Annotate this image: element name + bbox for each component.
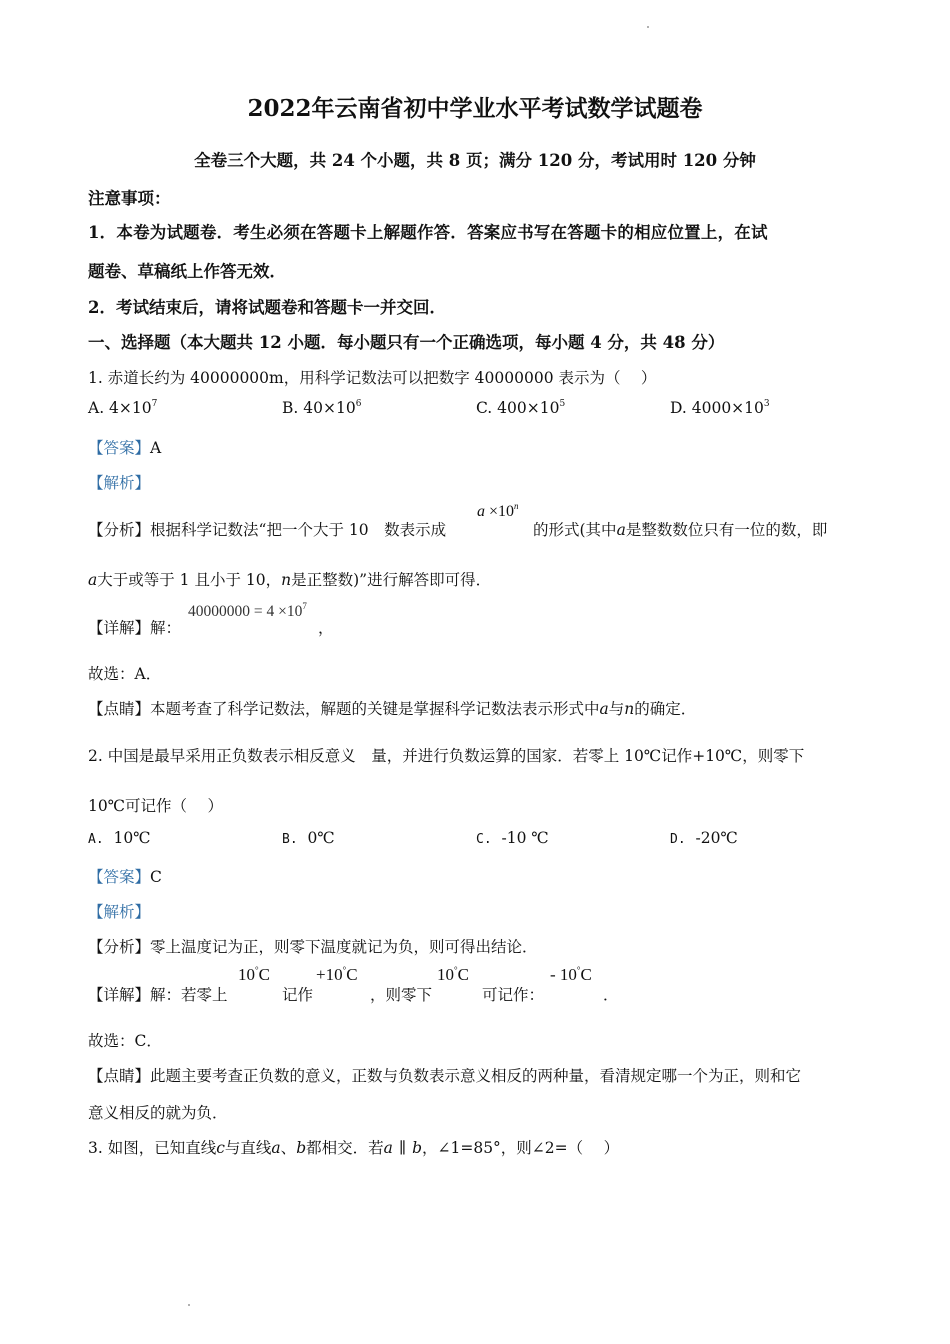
q2-detail-c: ，则零下: [370, 986, 433, 1004]
q2-detail: 【详解】解：若零上: [88, 986, 228, 1004]
page-title: 2022年云南省初中学业水平考试数学试题卷: [247, 95, 703, 122]
q1-detail-end: ，: [318, 619, 334, 637]
q2-math-1: 10°C: [238, 965, 270, 984]
page-subtitle: 全卷三个大题，共 24 个小题，共 8 页；满分 120 分，考试用时 120 分钟: [194, 151, 756, 170]
q2-point-line1: 【点睛】此题主要考查正负数的意义，正数与负数表示意义相反的两种量，看清规定哪一个为正，则和它: [88, 1067, 802, 1085]
q1-answer: 【答案】A: [88, 439, 162, 457]
q2-detail-end: ．: [603, 986, 619, 1004]
section1-heading: 一、选择题（本大题共 12 小题．每小题只有一个正确选项，每小题 4 分，共 48 分）: [88, 333, 725, 352]
q1-option-a: A. $4\times 10^7$: [88, 399, 158, 417]
answer-tag: 【答案】: [88, 868, 151, 886]
q2-answer: 【答案】C: [88, 868, 162, 886]
notice-item2: 2．考试结束后，请将试题卷和答题卡一并交回．: [88, 298, 446, 317]
q2-math-4: - 10°C: [550, 965, 592, 984]
q2-option-c: C. -10 ℃: [476, 829, 549, 847]
q1-detail-formula: $40000000 = 4 \times 10^7$: [188, 601, 307, 620]
q2-stem-line1: 2. 中国是最早采用正负数表示相反意义 量，并进行负数运算的国家．若零上 10℃记作+10℃，则零下: [88, 747, 805, 765]
q1-analysis-line1-tail: 的形式(其中a是整数数位只有一位的数，即: [533, 521, 828, 539]
q1-analysis-line2: a大于或等于 1 且小于 10，n是正整数)”进行解答即可得．: [88, 571, 492, 589]
q2-option-b: B. 0℃: [282, 829, 335, 847]
q2-point-line2: 意义相反的就为负．: [88, 1104, 228, 1122]
q2-detail-d: 可记作：: [482, 986, 545, 1004]
q1-option-d: D. $4000\times 10^3$: [670, 399, 770, 417]
q3-stem: 3. 如图，已知直线c与直线a、b都相交．若a ∥ b，∠1=85°，则∠2=（ ）: [88, 1139, 620, 1157]
corner-dot-bottom: [188, 1304, 190, 1306]
q1-point: 【点睛】本题考查了科学记数法，解题的关键是掌握科学记数法表示形式中a与n的确定．: [88, 700, 697, 718]
q1-analysis-line1: 【分析】根据科学记数法“把一个大于 10 数表示成: [88, 521, 447, 539]
q1-stem: 1. 赤道长约为 40000000m，用科学记数法可以把数字 40000000 表示为（ ）: [88, 369, 657, 387]
q1-jiexi-tag: 【解析】: [88, 474, 151, 492]
q2-detail-b: 记作: [282, 986, 314, 1004]
q2-math-2: +10°C: [316, 965, 358, 984]
notice-item1-line2: 题卷、草稿纸上作答无效．: [88, 262, 286, 281]
corner-dot: [647, 26, 649, 28]
q2-jiexi-tag: 【解析】: [88, 903, 151, 921]
q2-analysis: 【分析】零上温度记为正，则零下温度就记为负，则可得出结论．: [88, 938, 538, 956]
q2-option-d: D. -20℃: [670, 829, 738, 847]
notice-item1-line1: 1．本卷为试题卷．考生必须在答题卡上解题作答．答案应书写在答题卡的相应位置上，在试: [88, 223, 768, 242]
q1-detail: 【详解】解：: [88, 619, 182, 637]
q2-option-a: A. 10℃: [88, 829, 151, 847]
notice-heading: 注意事项：: [88, 189, 171, 208]
q1-analysis-formula: $a \times 10^n$: [477, 501, 519, 520]
q1-option-c: C. $400\times 10^5$: [476, 399, 566, 417]
q1-option-b: B. $40\times 10^6$: [282, 399, 362, 417]
q1-choose: 故选：A．: [88, 665, 162, 683]
q2-stem-line2: 10℃可记作（ ）: [88, 797, 223, 815]
q2-choose: 故选：C．: [88, 1032, 162, 1050]
answer-tag: 【答案】: [88, 439, 151, 457]
q2-math-3: 10°C: [437, 965, 469, 984]
